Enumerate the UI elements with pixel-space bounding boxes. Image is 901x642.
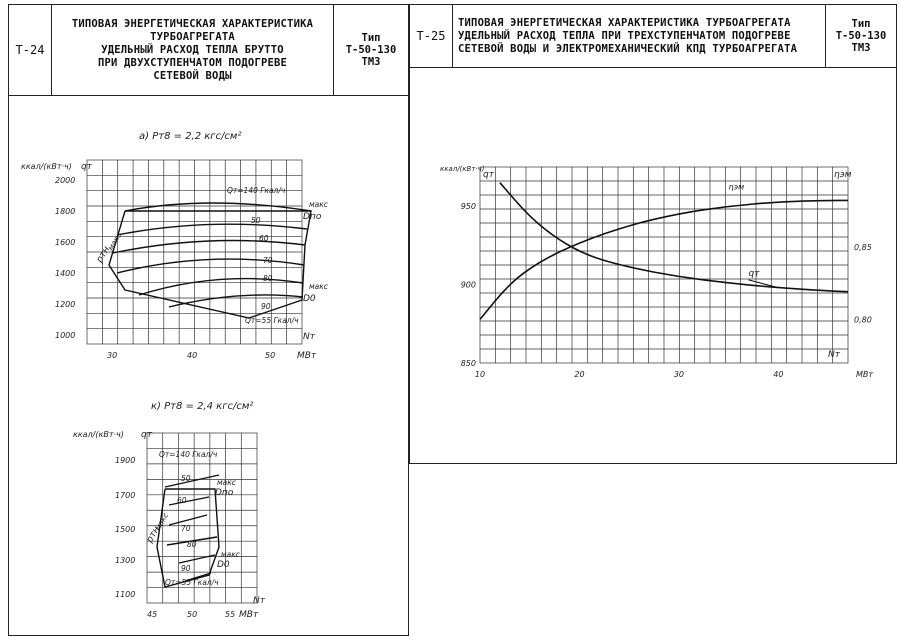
chart-a-curve-value: 50 — [251, 216, 261, 225]
chart-t25-ytick: 950 — [460, 202, 476, 212]
chart-a-xtick: 40 — [187, 351, 198, 360]
right-title-line: ТИПОВАЯ ЭНЕРГЕТИЧЕСКАЯ ХАРАКТЕРИСТИКА ТУРБОАГРЕГАТА — [458, 16, 791, 29]
chart-a-curve — [117, 224, 307, 235]
chart-b-curve-value: 50 — [181, 474, 191, 483]
chart-a-curve-value: 60 — [259, 234, 269, 243]
chart-a-curve-value: 80 — [263, 274, 273, 283]
left-title-line: ТУРБОАГРЕГАТА — [150, 30, 235, 43]
chart-b-ytick: 1700 — [115, 491, 136, 500]
chart-b-yunit: ккал/(кВт·ч) — [73, 430, 124, 439]
chart-a-ptn-sup: макс — [105, 231, 124, 252]
chart-a-xunit: МВт — [297, 351, 317, 361]
chart-t25 — [410, 155, 896, 385]
chart-b-xtick: 50 — [187, 610, 198, 619]
chart-b-xticks — [147, 596, 266, 620]
chart-a-ptn: pтн — [94, 244, 113, 265]
chart-a-dmin: D0 — [303, 294, 316, 304]
chart-b-ytick: 1900 — [115, 456, 136, 465]
chart-a-xtick: 50 — [265, 351, 276, 360]
chart-b-xtick: 45 — [147, 610, 158, 619]
type-model: Т-50-130 — [345, 44, 397, 56]
chart-a-ytick: 1400 — [55, 269, 76, 278]
chart-t25-xunit: МВт — [856, 370, 874, 379]
chart-a-xticks — [107, 332, 317, 361]
chart-t25-q-label: qт — [748, 268, 760, 279]
chart-a-yunit: ккал/(кВт·ч) — [21, 162, 72, 171]
left-title-line: ТИПОВАЯ ЭНЕРГЕТИЧЕСКАЯ ХАРАКТЕРИСТИКА — [71, 17, 314, 30]
chart-a-ytick: 1600 — [55, 238, 76, 247]
chart-b-q-top-label: Qт=140 Гкал/ч — [159, 450, 218, 459]
chart-b-q-bot-label: Qт=55 Гкал/ч — [165, 578, 219, 587]
chart-a-xtick: 30 — [107, 351, 118, 360]
right-title-line: СЕТЕВОЙ ВОДЫ И ЭЛЕКТРОМЕХАНИЧЕСКИЙ КПД ТУРБОАГРЕГАТА — [458, 42, 798, 55]
chart-a-yticks — [55, 176, 75, 340]
chart-t25-y2tick: 0,80 — [854, 315, 872, 325]
chart-a-dmax: Dпо — [303, 212, 322, 222]
chart-b-dmax: Dпо — [215, 488, 234, 498]
type-model: Т-50-130 — [835, 30, 887, 42]
type-label: Тип — [851, 18, 871, 30]
chart-a-q-bot-label: Qт=55 Гкал/ч — [245, 316, 299, 325]
chart-a-curve-value: 70 — [263, 256, 273, 265]
chart-b-xunit: МВт — [239, 610, 259, 620]
chart-a-ytick: 1800 — [55, 207, 76, 216]
type-maker: ТМЗ — [361, 56, 381, 68]
chart-b — [69, 397, 289, 622]
chart-t25-ytick: 850 — [460, 359, 476, 368]
chart-a-curve — [113, 241, 305, 254]
chart-a — [19, 125, 339, 370]
chart-a-curve — [169, 295, 303, 307]
chart-a-ytick: 2000 — [55, 176, 76, 185]
left-title — [51, 5, 334, 95]
left-sheet-code: Т-24 — [9, 5, 52, 95]
chart-b-ptn: pтн — [144, 524, 163, 545]
chart-a-caption: а) Pт8 = 2,2 кгс/см² — [139, 131, 242, 142]
chart-t25-ysym: qт — [483, 170, 494, 180]
chart-b-ysym: qт — [141, 430, 152, 440]
right-title — [452, 5, 826, 67]
right-type-block — [825, 5, 896, 67]
right-title-line: УДЕЛЬНЫЙ РАСХОД ТЕПЛА ПРИ ТРЕХСТУПЕНЧАТОМ ПОДОГРЕВЕ — [458, 29, 791, 42]
left-title-line: ПРИ ДВУХСТУПЕНЧАТОМ ПОДОГРЕВЕ — [97, 56, 288, 69]
chart-a-ytick: 1200 — [55, 300, 76, 309]
chart-t25-y2tick: 0,85 — [854, 242, 872, 252]
chart-a-dmin-sup: макс — [309, 282, 328, 291]
chart-t25-xsym: Nт — [828, 350, 840, 360]
chart-b-ytick: 1300 — [115, 556, 136, 565]
chart-t25-ytick: 900 — [460, 280, 476, 290]
left-header — [9, 5, 408, 96]
chart-b-ytick: 1500 — [115, 525, 136, 534]
chart-a-ytick: 1000 — [55, 331, 76, 340]
chart-b-xtick: 55 — [225, 610, 236, 619]
chart-a-xsym: Nт — [303, 332, 315, 342]
type-label: Тип — [361, 32, 381, 44]
type-maker: ТМЗ — [851, 42, 871, 54]
chart-a-dmax-sup: макс — [309, 200, 328, 209]
chart-b-curve-value: 90 — [181, 564, 191, 573]
chart-t25-y2sym: ηэм — [834, 170, 852, 180]
chart-b-dmin: D0 — [217, 560, 230, 570]
right-page — [409, 4, 897, 464]
chart-b-caption: к) Pт8 = 2,4 кгс/см² — [151, 401, 254, 412]
chart-t25-xtick: 10 — [474, 370, 486, 379]
chart-b-curve-value: 60 — [177, 496, 187, 505]
chart-t25-xtick: 40 — [773, 370, 784, 379]
right-header — [410, 5, 896, 68]
chart-t25-yunit: ккал/(кВт·ч) — [440, 165, 485, 173]
chart-b-ytick: 1100 — [115, 590, 136, 599]
chart-b-curve — [165, 475, 219, 487]
chart-t25-eta-label: ηэм — [728, 182, 745, 192]
chart-b-ptn-sup: макс — [152, 511, 171, 532]
left-title-line: СЕТЕВОЙ ВОДЫ — [153, 69, 232, 82]
chart-t25-xtick: 30 — [673, 370, 685, 379]
chart-b-dmin-sup: макс — [221, 550, 240, 559]
chart-b-curve — [169, 497, 209, 505]
chart-a-curve — [125, 203, 311, 211]
chart-b-curve-value: 70 — [181, 524, 191, 533]
chart-a-q-top-label: Qт=140 Гкал/ч — [227, 186, 286, 195]
chart-a-curve-value: 90 — [261, 302, 271, 311]
chart-b-curve-value: 80 — [187, 540, 197, 549]
chart-b-yticks — [115, 456, 135, 599]
right-sheet-code: Т-25 — [410, 5, 453, 67]
chart-b-xsym: Nт — [253, 596, 265, 606]
chart-a-curve — [117, 259, 304, 273]
chart-t25-xtick: 20 — [574, 370, 585, 379]
left-title-line: УДЕЛЬНЫЙ РАСХОД ТЕПЛА БРУТТО — [101, 43, 284, 56]
chart-b-dmax-sup: макс — [217, 478, 236, 487]
left-type-block — [333, 5, 408, 95]
chart-a-ysym: qт — [81, 162, 92, 172]
left-page — [8, 4, 409, 636]
